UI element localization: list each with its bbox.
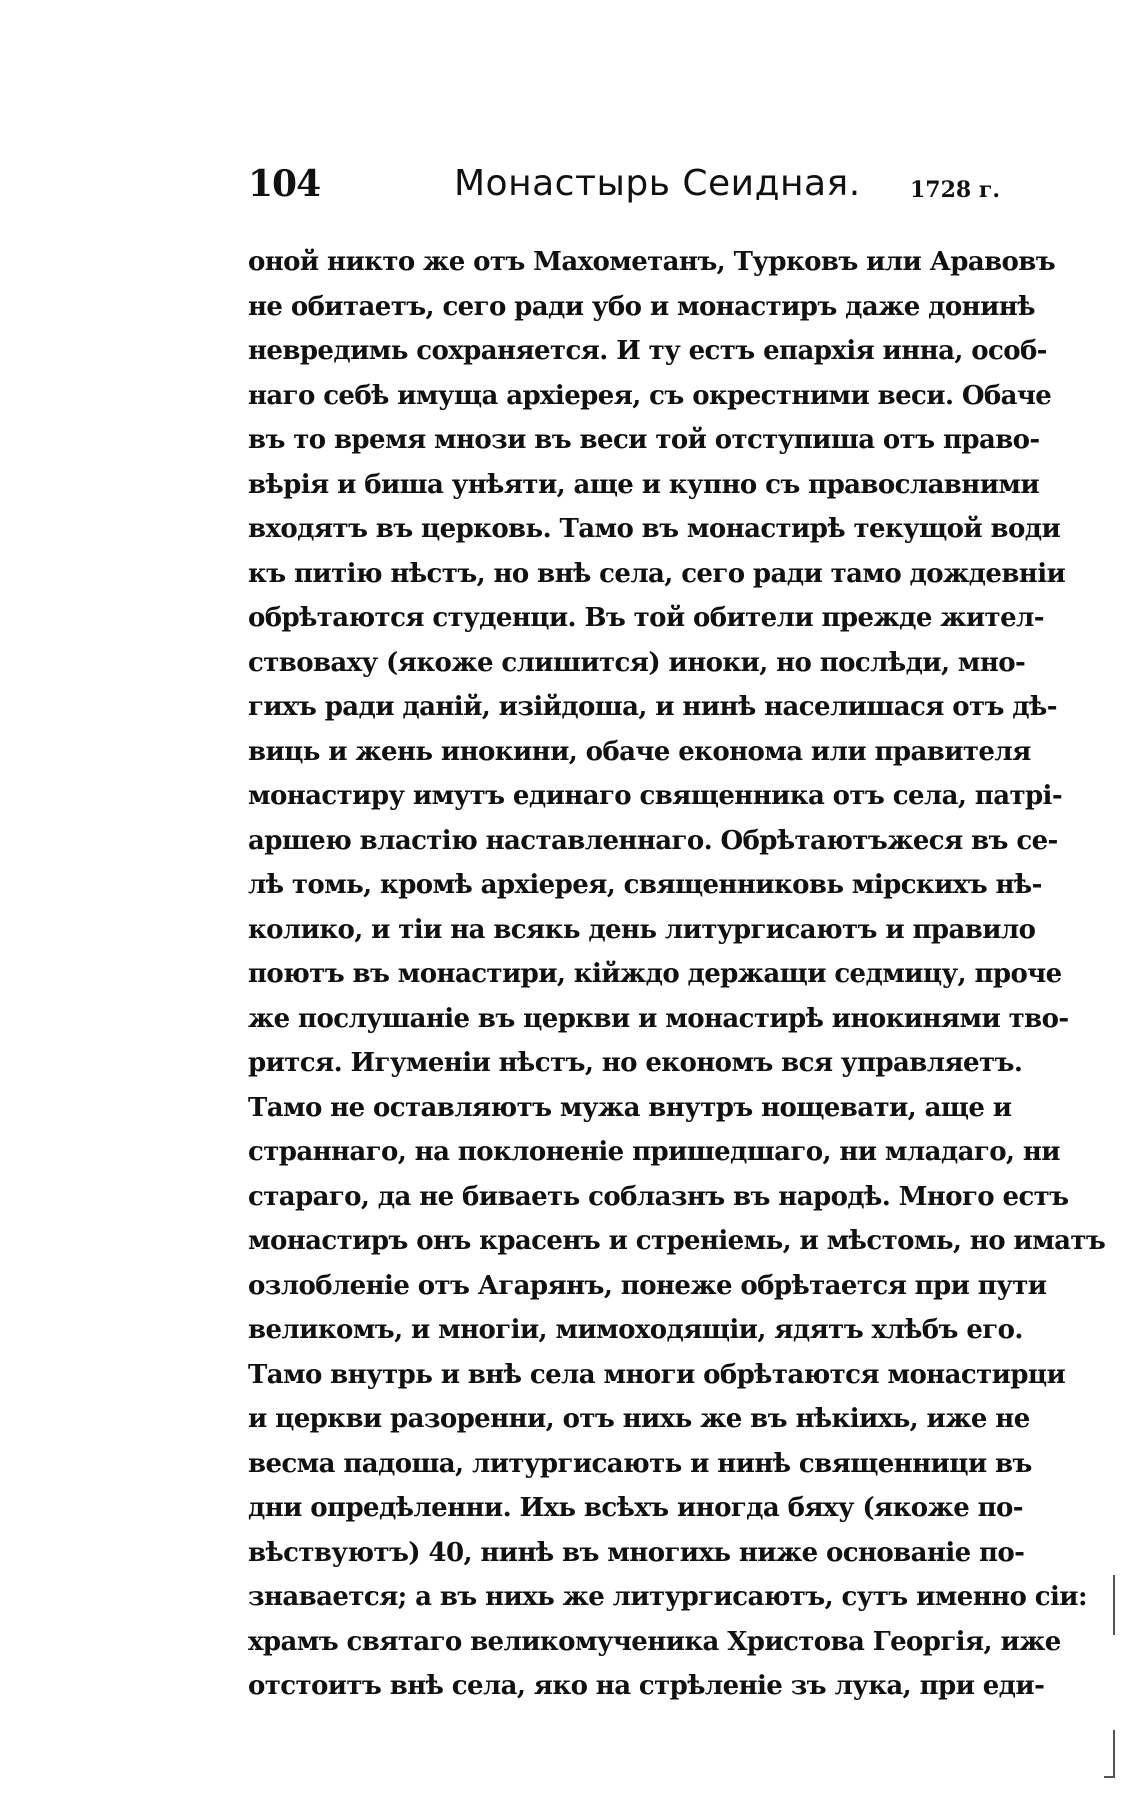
text-line: колико, и тіи на всякь день литургисаютъ и правило [248,914,1036,945]
text-line: великомъ, и многіи, мимоходящіи, ядятъ хлѣбъ его. [248,1315,1023,1345]
text-line: аршею властію наставленнаго. Обрѣтаютъжеся въ се- [248,825,1058,856]
text-line: невредимь сохраняется. И ту естъ епархія инна, особ- [248,336,1047,366]
text-line: оной никто же отъ Махометанъ, Турковъ или Аравовъ [248,247,1056,277]
text-line: виць и жень инокини, обаче економа или правителя [248,736,1031,767]
running-head [248,163,1000,219]
text-line: дни опредѣленни. Ихь всѣхъ иногда бяху (якоже по- [248,1493,1023,1523]
page-number: 104 [248,163,321,205]
text-line: ствоваху (якоже слишится) иноки, но послѣди, мно- [248,647,1026,678]
text-line: поютъ въ монастири, кійждо держащи седмицу, проче [248,959,1062,989]
text-line: къ питію нѣстъ, но внѣ села, сего ради тамо дождевніи [248,558,1066,589]
running-title: Монастырь Сеидная. [454,163,861,204]
text-line: монастиру имутъ единаго священника отъ села, патрі- [248,781,1063,811]
text-line: входятъ въ церковь. Тамо въ монастирѣ текущой води [248,514,1061,544]
text-line: Тамо внутрь и внѣ села многи обрѣтаются монастирци [248,1359,1066,1390]
text-line: лѣ томь, кромѣ архіерея, священниковь мірскихъ нѣ- [248,870,1042,900]
text-line: не обитаетъ, сего ради убо и монастиръ даже донинѣ [248,291,1035,322]
text-line: озлобленіе отъ Агарянъ, понеже обрѣтается при пути [248,1270,1047,1301]
text-line: обрѣтаются студенци. Въ той обители прежде жител- [248,603,1044,633]
text-line: монастиръ онъ красенъ и стреніемь, и мѣстомь, но иматъ [248,1226,1106,1256]
text-line: отстоитъ внѣ села, яко на стрѣленіе зъ лука, при еди- [248,1671,1045,1701]
text-line: наго себѣ имуща архіерея, съ окрестними веси. Обаче [248,380,1052,411]
text-line: Тамо не оставляютъ мужа внутръ нощевати, аще и [248,1092,1012,1123]
text-line: стараго, да не биваеть соблазнъ въ народѣ. Много естъ [248,1181,1069,1212]
text-line: вѣрія и биша унѣяти, аще и купно съ православними [248,469,1040,500]
text-line: же послушаніе въ церкви и монастирѣ инокинями тво- [248,1003,1069,1034]
text-line: знавается; а въ нихь же литургисаютъ, сутъ именно сіи: [248,1582,1087,1612]
text-line: и церкви разоренни, отъ нихь же въ нѣкіихь, иже не [248,1404,1030,1434]
scan-margin-mark [1104,1776,1115,1778]
year-marker: 1728 г. [909,177,1000,203]
text-line: весма падоша, литургисають и нинѣ священници въ [248,1448,1032,1479]
text-line: въ то время мнози въ веси той отступиша отъ право- [248,425,1040,455]
text-line: храмъ святаго великомученика Христова Георгія, иже [248,1626,1061,1657]
text-line: гихъ ради даній, изійдоша, и нинѣ населишася отъ дѣ- [248,692,1057,722]
text-line: страннаго, на поклоненіе пришедшаго, ни младаго, ни [248,1137,1060,1167]
scan-margin-mark [1113,1730,1115,1778]
text-line: рится. Игуменіи нѣстъ, но економъ вся управляетъ. [248,1048,1023,1078]
body-text [248,240,1106,1709]
scan-margin-mark [1113,1575,1115,1635]
text-line: вѣствуютъ) 40, нинѣ въ многихь ниже основаніе по- [248,1537,1025,1568]
